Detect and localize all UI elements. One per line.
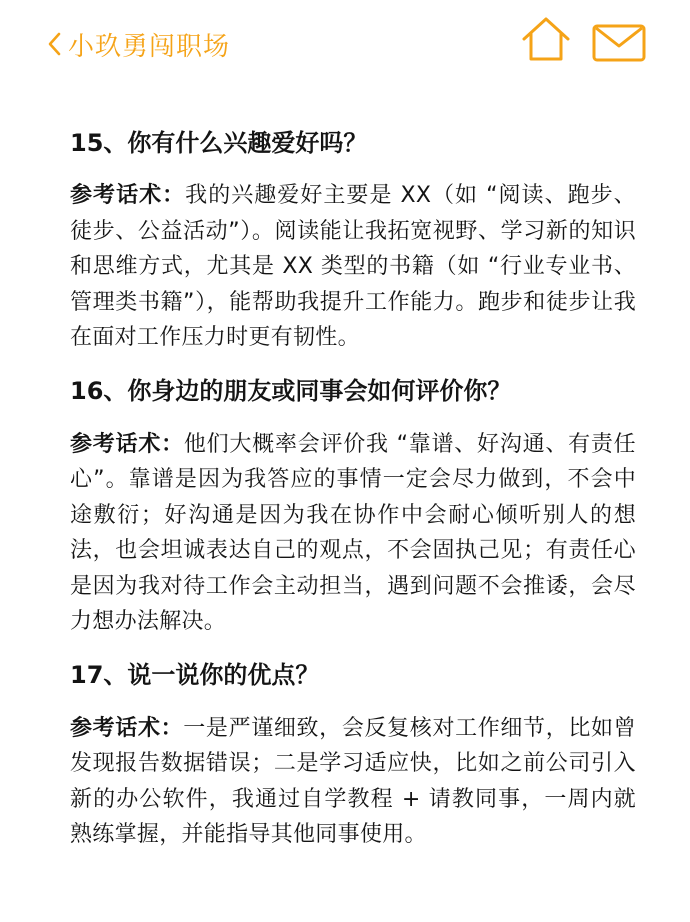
answer-text: 他们大概率会评价我 “靠谱、好沟通、有责任心”。靠谱是因为我答应的事情一定会尽力做到，不会中途敷衍；好沟通是因为我在协作中会耐心倾听别人的想法，也会坦诚表达自己的观点，不会固执己见；有责任心是因为我对待工作会主动担当，遇到问题不会推诿，会尽力想办法解决。 [70, 431, 636, 634]
question-heading: 17、说一说你的优点？ [70, 660, 320, 689]
back-title: 小玖勇闯职场 [68, 31, 231, 62]
answer-label: 参考话术： [70, 431, 184, 457]
answer-paragraph [70, 178, 636, 356]
answer-paragraph [70, 427, 636, 640]
qa-content [70, 118, 636, 853]
mail-icon[interactable] [592, 24, 646, 62]
answer-text: 我的兴趣爱好主要是 XX（如 “阅读、跑步、徒步、公益活动”）。阅读能让我拓宽视野、学习新的知识和思维方式，尤其是 XX 类型的书籍（如 “行业专业书、管理类书籍”），能帮助我提升工作能力。跑步和徒步让我在面对工作压力时更有韧性。 [70, 183, 636, 350]
top-bar [0, 0, 690, 90]
answer-label: 参考话术： [70, 715, 184, 741]
question-heading: 15、你有什么兴趣爱好吗？ [70, 129, 368, 157]
chevron-left-icon [44, 22, 66, 66]
answer-text: 一是严谨细致，会反复核对工作细节，比如曾发现报告数据错误；二是学习适应快，比如之前公司引入新的办公软件，我通过自学教程 + 请教同事，一周内就熟练掌握，并能指导其他同事使用。 [70, 715, 636, 847]
back-button[interactable] [44, 22, 230, 66]
question-heading: 16、你身边的朋友或同事会如何评价你？ [70, 376, 512, 405]
answer-paragraph [70, 711, 636, 853]
answer-label: 参考话术： [70, 183, 186, 208]
home-icon[interactable] [521, 16, 571, 62]
